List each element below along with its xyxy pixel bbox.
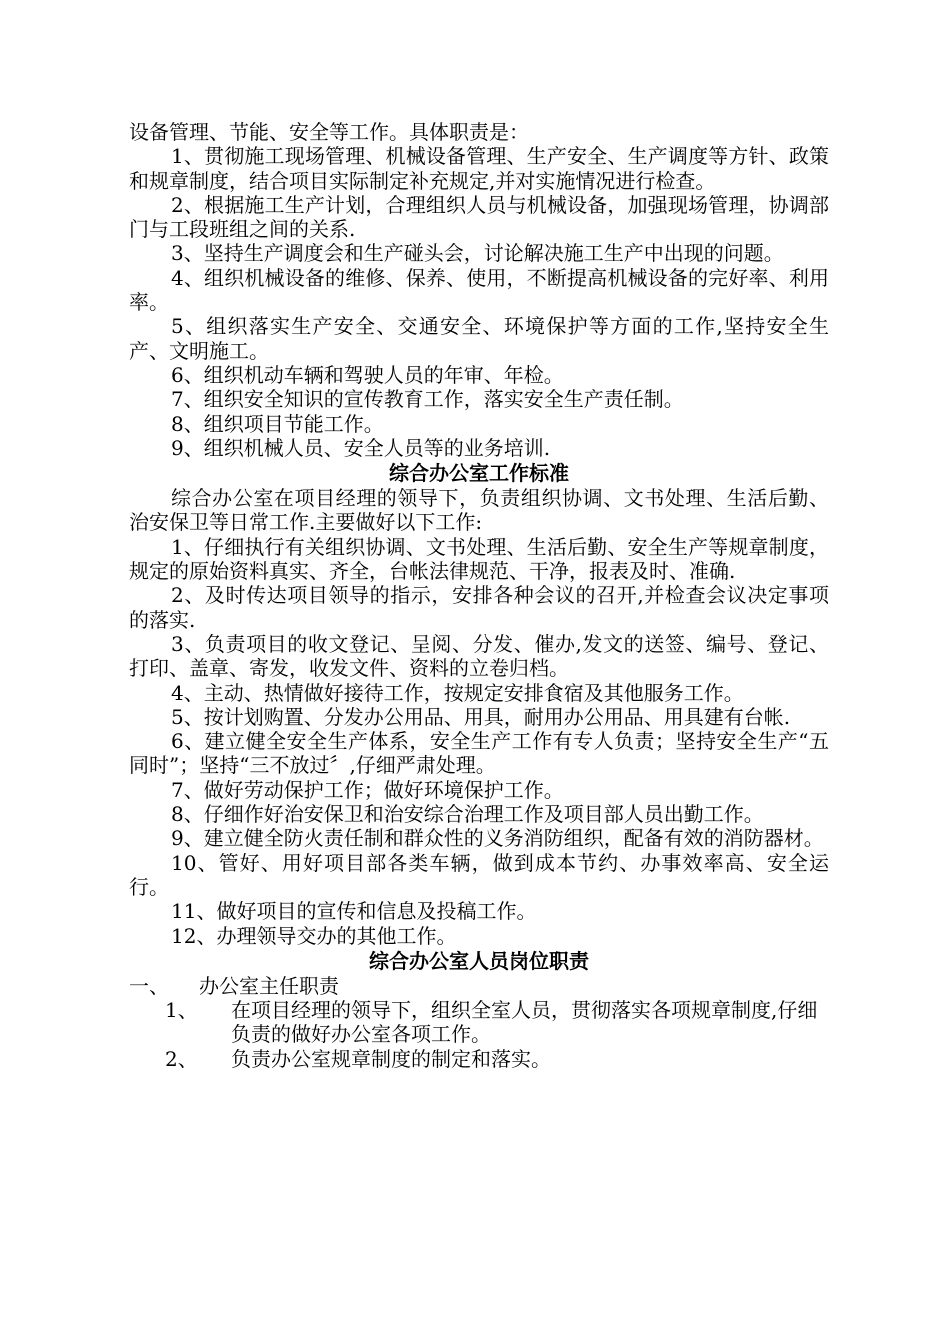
paragraph: 7、做好劳动保护工作；做好环境保护工作。 [171,777,564,802]
subheading [129,974,829,998]
paragraph: 5、按计划购置、分发办公用品、用具，耐用办公用品、用具建有台帐. [171,704,791,729]
paragraph: 6、组织机动车辆和驾驶人员的年审、年检。 [171,362,564,387]
paragraph: 9、建立健全防火责任制和群众性的义务消防组织，配备有效的消防器材。 [171,826,824,851]
paragraph: 8、仔细作好治安保卫和治安综合治理工作及项目部人员出勤工作。 [171,802,764,827]
paragraph: 综合办公室在项目经理的领导下，负责组织协调、文书处理、生活后勤、治安保卫等日常工作.主要做好以下工作: [129,486,829,535]
subheading-number: 一、 [129,973,169,998]
paragraph: 设备管理、节能、安全等工作。具体职责是： [129,120,529,144]
list-item [129,998,829,1047]
list-item-number: 2、 [165,1046,198,1071]
paragraph: 6、建立健全安全生产体系，安全生产工作有专人负责；坚持安全生产“五同时”；坚持“三不放过〞,仔细严肃处理。 [129,729,829,778]
paragraph: 2、根据施工生产计划，合理组织人员与机械设备，加强现场管理，协调部门与工段班组之间的关系. [129,192,829,242]
paragraph: 4、主动、热情做好接待工作，按规定安排食宿及其他服务工作。 [171,680,744,705]
paragraph: 7、组织安全知识的宣传教育工作，落实安全生产责任制。 [171,387,684,412]
paragraph: 12、办理领导交办的其他工作。 [171,923,457,948]
paragraph: 9、组织机械人员、安全人员等的业务培训. [171,435,551,460]
paragraph: 8、组织项目节能工作。 [171,411,384,436]
paragraph: 3、负责项目的收文登记、呈阅、分发、催办,发文的送签、编号、登记、打印、盖章、寄发，收发文件、资料的立卷归档。 [129,631,829,681]
subheading-text: 办公室主任职责 [199,973,339,998]
list-item-text: 负责办公室规章制度的制定和落实。 [231,1046,551,1071]
list-item-number: 1、 [165,998,198,1023]
paragraph: 5、组织落实生产安全、交通安全、环境保护等方面的工作,坚持安全生产、文明施工。 [129,314,829,363]
paragraph: 10、管好、用好项目部各类车辆，做到成本节约、办事效率高、安全运行。 [129,850,829,899]
section-heading: 综合办公室人员岗位职责 [369,948,589,973]
document-body [129,120,829,1071]
list-item [129,1047,829,1071]
paragraph: 1、仔细执行有关组织协调、文书处理、生活后勤、安全生产等规章制度，规定的原始资料真实、齐全，台帐法律规范、干净，报表及时、准确. [129,534,829,584]
section-heading: 综合办公室工作标准 [389,461,569,486]
paragraph: 11、做好项目的宣传和信息及投稿工作。 [171,899,537,924]
paragraph: 3、坚持生产调度会和生产碰头会，讨论解决施工生产中出现的问题。 [171,241,784,266]
paragraph: 4、组织机械设备的维修、保养、使用，不断提高机械设备的完好率、利用率。 [129,265,829,315]
paragraph: 2、及时传达项目领导的指示，安排各种会议的召开,并检查会议决定事项的落实. [129,583,829,632]
list-item-text: 在项目经理的领导下，组织全室人员，贯彻落实各项规章制度,仔细负责的做好办公室各项工作。 [231,998,818,1047]
paragraph: 1、贯彻施工现场管理、机械设备管理、生产安全、生产调度等方针、政策和规章制度，结合项目实际制定补充规定,并对实施情况进行检查。 [129,144,829,193]
